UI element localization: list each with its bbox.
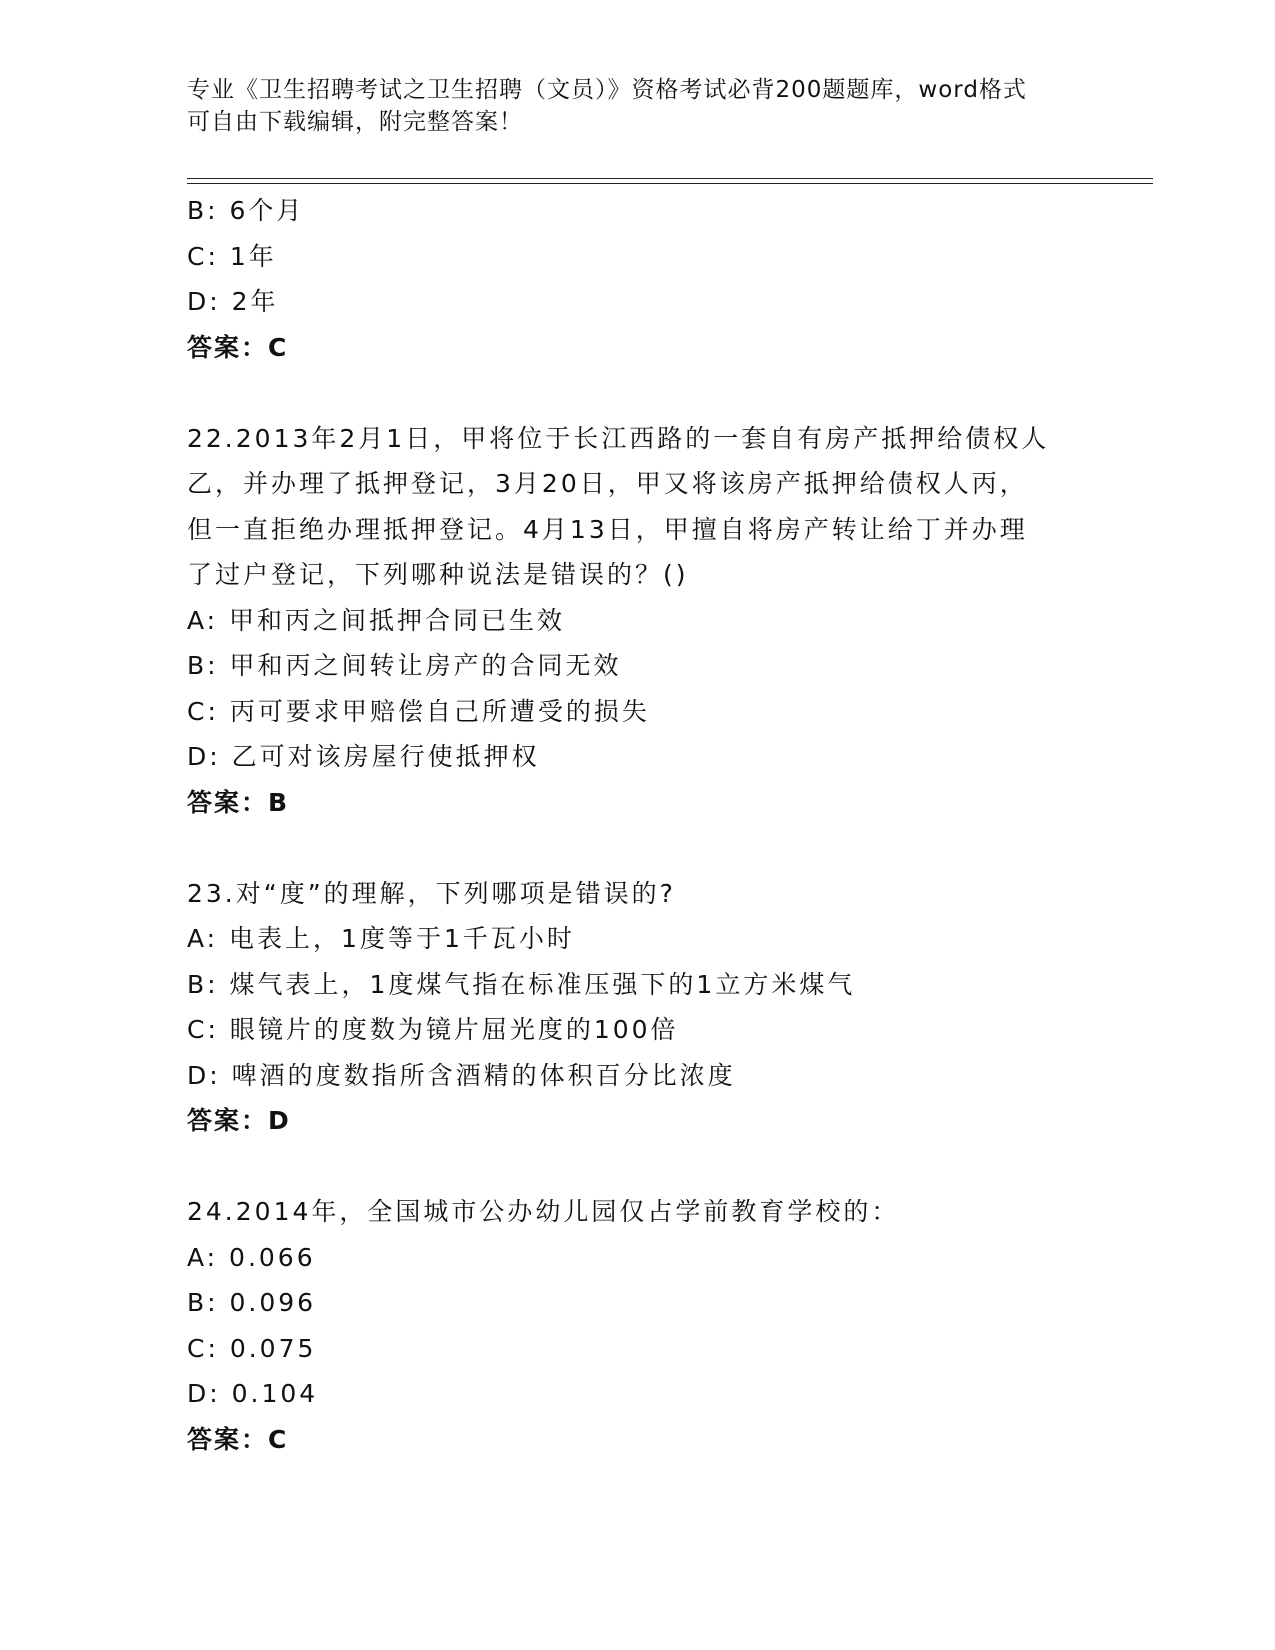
answer-line: 答案：B xyxy=(187,787,290,817)
option-c: C: 1年 xyxy=(187,241,277,271)
question-23 xyxy=(187,871,1157,1144)
question-stem-line: 24.2014年，全国城市公办幼儿园仅占学前教育学校的： xyxy=(187,1197,900,1226)
question-stem-line: 23.对“度”的理解，下列哪项是错误的? xyxy=(187,878,676,908)
question-22 xyxy=(187,416,1157,826)
header-line-2: 可自由下载编辑，附完整答案！ xyxy=(187,109,523,135)
option-c: C: 0.075 xyxy=(187,1333,317,1363)
option-b: B: 6个月 xyxy=(187,196,305,225)
option-b: B: 煤气表上，1度煤气指在标准压强下的1立方米煤气 xyxy=(187,969,856,999)
question-spacer xyxy=(187,1144,1157,1190)
question-stem-line: 乙，并办理了抵押登记，3月20日，甲又将该房产抵押给债权人丙， xyxy=(187,469,1028,498)
option-a: A: 电表上，1度等于1千瓦小时 xyxy=(187,924,575,953)
answer-line: 答案：C xyxy=(187,332,289,362)
question-24 xyxy=(187,1189,1157,1462)
option-a: A: 甲和丙之间抵押合同已生效 xyxy=(187,605,566,635)
option-d: D: 2年 xyxy=(187,287,279,316)
question-spacer xyxy=(187,825,1157,871)
question-stem-line: 22.2013年2月1日，甲将位于长江西路的一套自有房产抵押给债权人 xyxy=(187,423,1050,453)
header-rule-bottom xyxy=(187,183,1153,184)
option-d: D: 0.104 xyxy=(187,1379,319,1408)
question-21-tail xyxy=(187,188,1157,370)
answer-line: 答案：D xyxy=(187,1106,291,1135)
answer-line: 答案：C xyxy=(187,1424,289,1454)
option-a: A: 0.066 xyxy=(187,1242,316,1272)
option-d: D: 啤酒的度数指所含酒精的体积百分比浓度 xyxy=(187,1060,736,1090)
question-stem-line: 但一直拒绝办理抵押登记。4月13日，甲擅自将房产转让给丁并办理 xyxy=(187,514,1028,544)
option-b: B: 甲和丙之间转让房产的合同无效 xyxy=(187,651,622,680)
option-b: B: 0.096 xyxy=(187,1288,317,1317)
option-d: D: 乙可对该房屋行使抵押权 xyxy=(187,742,540,771)
question-stem-line: 了过户登记，下列哪种说法是错误的？() xyxy=(187,560,689,589)
header-rule-top xyxy=(187,178,1153,179)
header-line-1: 专业《卫生招聘考试之卫生招聘（文员）》资格考试必背200题题库，word格式 xyxy=(187,77,1027,103)
option-c: C: 眼镜片的度数为镜片屈光度的100倍 xyxy=(187,1015,679,1044)
option-c: C: 丙可要求甲赔偿自己所遭受的损失 xyxy=(187,696,650,726)
document-header xyxy=(187,74,1087,138)
question-list xyxy=(187,188,1157,1462)
question-spacer xyxy=(187,370,1157,416)
